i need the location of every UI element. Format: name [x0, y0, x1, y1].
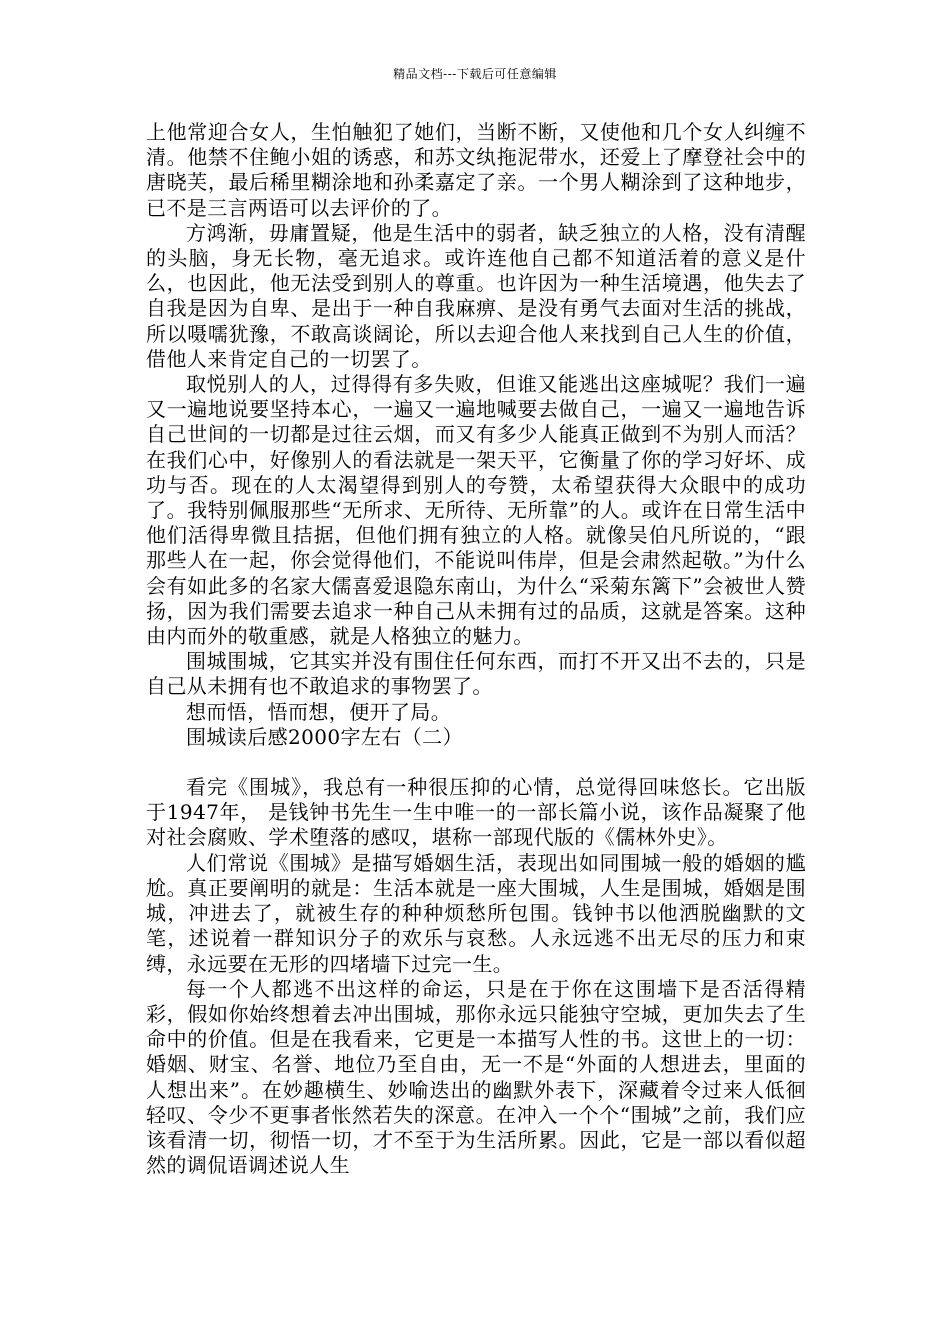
section-title: 围城读后感2000字左右（二）	[186, 724, 463, 749]
paragraph: 想而悟，悟而想，便开了局。	[186, 699, 452, 724]
blank-line	[146, 750, 806, 775]
page-header: 精品文档---下载后可任意编辑	[393, 67, 557, 81]
paragraph: 方鸿渐，毋庸置疑，他是生活中的弱者，缺乏独立的人格，没有清醒的头脑，身无长物，毫无追求。或许连他自己都不知道活着的意义是什么，也因此，他无法受到别人的尊重。也许因为一种生活境遇，他失去了自我是因为自卑、是出于一种自我麻痹、是没有勇气去面对生活的挑战，所以嗫嚅犹豫，不敢高谈阔论，所以去迎合他人来找到自己人生的价值，借他人来肯定自己的一切罢了。	[146, 220, 806, 371]
document-body	[146, 120, 806, 1178]
paragraph: 人们常说《围城》是描写婚姻生活，表现出如同围城一般的婚姻的尴尬。真正要阐明的就是：生活本就是一座大围城，人生是围城，婚姻是围城，冲进去了，就被生存的种种烦愁所包围。钱钟书以他洒脱幽默的文笔，述说着一群知识分子的欢乐与哀愁。人永远逃不出无尽的压力和束缚，永远要在无形的四堵墙下过完一生。	[146, 850, 806, 976]
paragraph: 上他常迎合女人，生怕触犯了她们，当断不断，又使他和几个女人纠缠不清。他禁不住鲍小姐的诱惑，和苏文纨拖泥带水，还爱上了摩登社会中的唐晓芙，最后稀里糊涂地和孙柔嘉定了亲。一个男人糊涂到了这种地步，已不是三言两语可以去评价的了。	[146, 120, 806, 220]
paragraph: 每一个人都逃不出这样的命运，只是在于你在这围墙下是否活得精彩，假如你始终想着去冲出围城，那你永远只能独守空城，更加失去了生命中的价值。但是在我看来，它更是一本描写人性的书。这世上的一切：婚姻、财宝、名誉、地位乃至自由，无一不是“外面的人想进去，里面的人想出来”。在妙趣横生、妙喻迭出的幽默外表下，深藏着令过来人低徊轻叹、令少不更事者怅然若失的深意。在冲入一个个“围城”之前，我们应该看清一切，彻悟一切，才不至于为生活所累。因此，它是一部以看似超然的调侃语调述说人生	[146, 976, 806, 1178]
paragraph: 取悦别人的人，过得得有多失败，但谁又能逃出这座城呢？我们一遍又一遍地说要坚持本心，一遍又一遍地喊要去做自己，一遍又一遍地告诉自己世间的一切都是过往云烟，而又有多少人能真正做到不为别人而活？在我们心中，好像别人的看法就是一架天平，它衡量了你的学习好坏、成功与否。现在的人太渴望得到别人的夸赞，太希望获得大众眼中的成功了。我特别佩服那些“无所求、无所待、无所靠”的人。或许在日常生活中他们活得卑微且拮据，但他们拥有独立的人格。就像吴伯凡所说的，“跟那些人在一起，你会觉得他们，不能说叫伟岸，但是会肃然起敬。”为什么会有如此多的名家大儒喜爱退隐东南山，为什么“采菊东篱下”会被世人赞扬，因为我们需要去追求一种自己从未拥有过的品质，这就是答案。这种由内而外的敬重感，就是人格独立的魅力。	[146, 372, 806, 649]
paragraph: 围城围城，它其实并没有围住任何东西，而打不开又出不去的，只是自己从未拥有也不敢追求的事物罢了。	[146, 649, 806, 699]
paragraph: 看完《围城》，我总有一种很压抑的心情，总觉得回味悠长。它出版于1947年， 是钱钟书先生一生中唯一的一部长篇小说，该作品凝聚了他对社会腐败、学术堕落的感叹，堪称一部现代版的《儒林外史》。	[146, 775, 806, 850]
